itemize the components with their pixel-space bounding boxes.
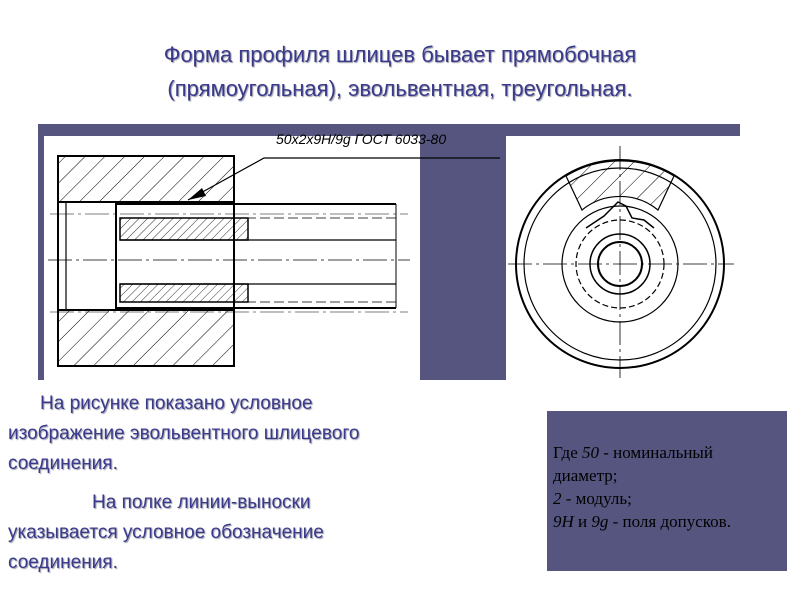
- description-paragraph-1: [8, 389, 528, 479]
- slide-title: [0, 38, 800, 106]
- description-line: На рисунке показано условное: [40, 393, 313, 414]
- description-line: соединения.: [8, 453, 118, 474]
- description-line: изображение эвольвентного шлицевого: [8, 423, 360, 444]
- spline-designation-label: 50x2x9H/9g ГОСТ 6033-80: [276, 131, 447, 147]
- hub-upper-section: [58, 156, 234, 202]
- legend-box: [547, 411, 787, 571]
- title-line-1: Форма профиля шлицев бывает прямобочная: [163, 42, 637, 67]
- description-line: соединения.: [8, 552, 118, 573]
- spline-joint-drawing: [38, 124, 740, 380]
- hub-lower-section: [58, 310, 234, 366]
- description-paragraph-2: [8, 488, 528, 578]
- legend-line-diameter: Где 50 - номинальный: [553, 443, 713, 462]
- legend-line-tolerance: 9H и 9g - поля допусков.: [553, 512, 731, 531]
- title-line-2: (прямоугольная), эвольвентная, треугольная.: [167, 76, 633, 101]
- spline-upper-zone: [120, 218, 248, 240]
- description-line: На полке линии-выноски: [92, 492, 311, 513]
- technical-drawing-panel: [38, 124, 740, 380]
- spline-lower-zone: [120, 284, 248, 302]
- description-line: указывается условное обозначение: [8, 522, 324, 543]
- legend-line-diameter-cont: диаметр;: [553, 466, 618, 485]
- legend-line-module: 2 - модуль;: [553, 489, 632, 508]
